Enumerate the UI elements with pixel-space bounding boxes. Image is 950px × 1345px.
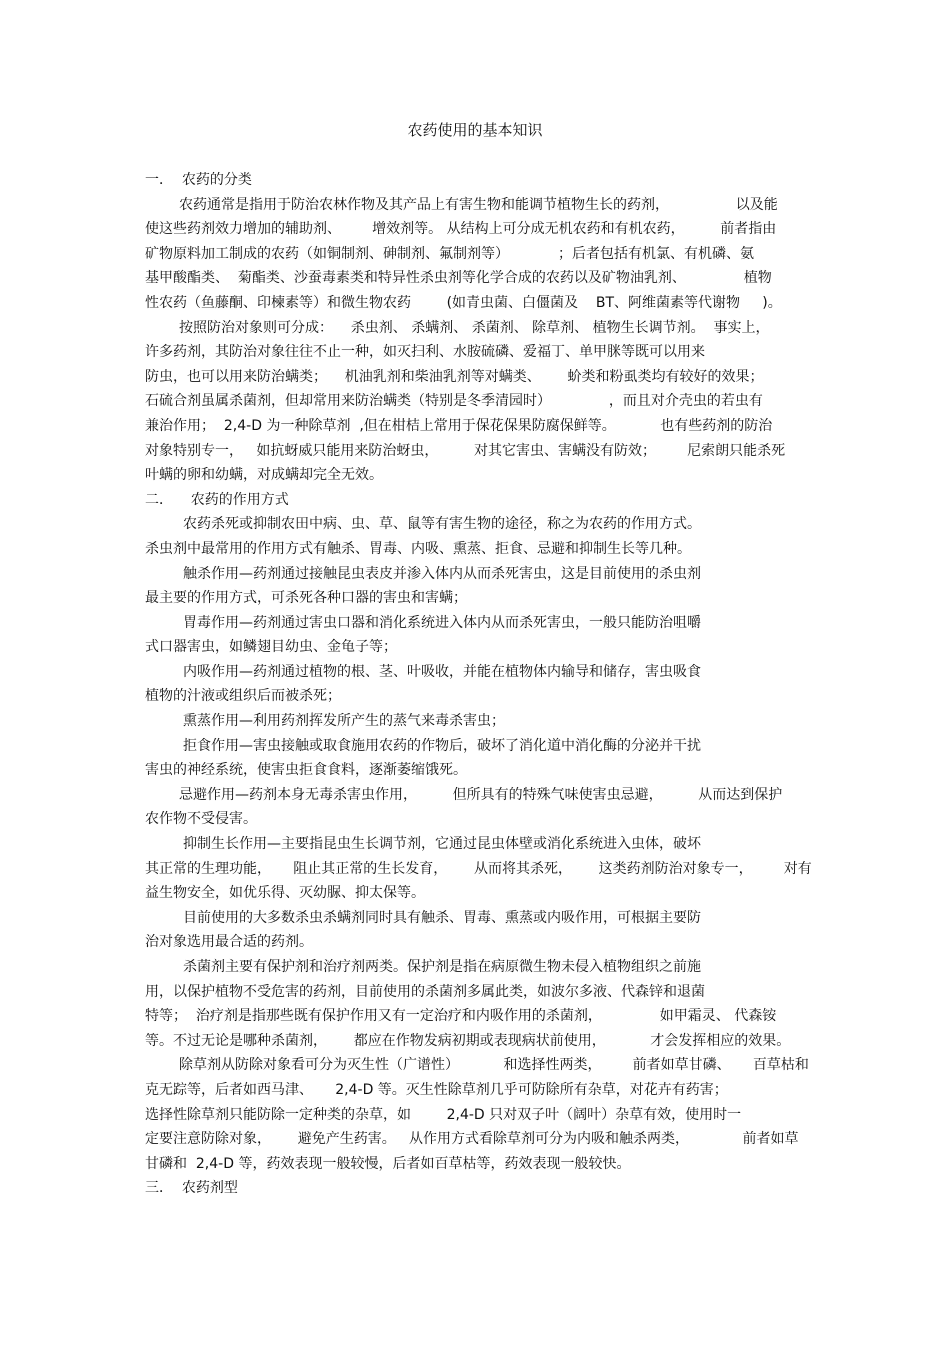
section-heading: 三． 农药剂型 (145, 1180, 238, 1197)
paragraph-line: 农药杀死或抑制农田中病、虫、草、鼠等有害生物的途径，称之为农药的作用方式。 (183, 516, 701, 533)
paragraph-line: 拒食作用—害虫接触或取食施用农药的作物后，破坏了消化道中消化酶的分泌并干扰 (183, 737, 701, 754)
section-heading: 二． 农药的作用方式 (145, 491, 289, 508)
paragraph-line: 甘磷和 2,4-D 等，药效表现一般较慢，后者如百草枯等，药效表现一般较快。 (145, 1155, 631, 1172)
paragraph-line: 除草剂从防除对象看可分为灭生性（广谱性） 和选择性两类， 前者如草甘磷、 百草枯和 (179, 1057, 809, 1074)
paragraph-line: 按照防治对象则可分成： 杀虫剂、 杀螨剂、 杀菌剂、 除草剂、 植物生长调节剂。 事实上， (179, 319, 770, 336)
paragraph-line: 目前使用的大多数杀虫杀螨剂同时具有触杀、胃毒、熏蒸或内吸作用，可根据主要防 (183, 909, 701, 926)
document-body (145, 168, 815, 1201)
paragraph-line: 使这些药剂效力增加的辅助剂、 增效剂等。 从结构上可分成无机农药和有机农药， 前者指由 (145, 221, 777, 238)
paragraph-line: 定要注意防除对象， 避免产生药害。 从作用方式看除草剂可分为内吸和触杀两类， 前者如草 (145, 1131, 799, 1148)
paragraph-line: 胃毒作用—药剂通过害虫口器和消化系统进入体内从而杀死害虫，一般只能防治咀嚼 (183, 614, 701, 631)
paragraph-line: 杀菌剂主要有保护剂和治疗剂两类。保护剂是指在病原微生物未侵入植物组织之前施 (183, 959, 701, 975)
paragraph-line: 防虫，也可以用来防治螨类； 机油乳剂和柴油乳剂等对螨类、 蚧类和粉虱类均有较好的效果； (145, 368, 764, 385)
section-heading: 一． 农药的分类 (145, 172, 252, 188)
paragraph-line: 最主要的作用方式，可杀死各种口器的害虫和害螨； (145, 590, 467, 607)
paragraph-line: 许多药剂，其防治对象往往不止一种，如灭扫利、水胺硫磷、爱福丁、单甲脒等既可以用来 (145, 344, 705, 361)
paragraph-line: 特等； 治疗剂是指那些既有保护作用又有一定治疗和内吸作用的杀菌剂， 如甲霜灵、 代森铵 (145, 1008, 777, 1025)
paragraph-line: 害虫的神经系统，使害虫拒食食料，逐渐萎缩饿死。 (145, 762, 467, 779)
paragraph-line: 触杀作用—药剂通过接触昆虫表皮并渗入体内从而杀死害虫，这是目前使用的杀虫剂 (183, 565, 701, 582)
paragraph-line: 熏蒸作用—利用药剂挥发所产生的蒸气来毒杀害虫； (183, 713, 505, 730)
paragraph-line: 农作物不受侵害。 (145, 811, 257, 828)
paragraph-line: 益生物安全，如优乐得、灭幼脲、抑太保等。 (145, 885, 425, 902)
paragraph-line: 用，以保护植物不受危害的药剂，目前使用的杀菌剂多属此类，如波尔多液、代森锌和退菌 (145, 983, 705, 1000)
paragraph-line: 式口器害虫，如鳞翅目幼虫、金龟子等； (145, 639, 397, 656)
paragraph-line: 抑制生长作用—主要指昆虫生长调节剂，它通过昆虫体壁或消化系统进入虫体，破坏 (183, 836, 701, 853)
document-title: 农药使用的基本知识 (407, 121, 543, 139)
paragraph-line: 选择性除草剂只能防除一定种类的杂草，如 2,4-D 只对双子叶（阔叶）杂草有效，使用时一 (145, 1106, 742, 1123)
paragraph-line: 忌避作用—药剂本身无毒杀害虫作用， 但所具有的特殊气味使害虫忌避， 从而达到保护 (179, 786, 783, 803)
paragraph-line: 石硫合剂虽属杀菌剂，但却常用来防治螨类（特别是冬季清园时） ，而且对介壳虫的若虫有 (145, 393, 763, 410)
paragraph-line: 内吸作用—药剂通过植物的根、茎、叶吸收，并能在植物体内输导和储存，害虫吸食 (183, 663, 701, 680)
paragraph-line: 农药通常是指用于防治农林作物及其产品上有害生物和能调节植物生长的药剂， 以及能 (179, 196, 778, 213)
paragraph-line: 对象特别专一， 如抗蚜威只能用来防治蚜虫， 对其它害虫、害螨没有防效； 尼索朗只能杀死 (145, 442, 786, 459)
paragraph-line: 叶螨的卵和幼螨，对成螨却完全无效。 (145, 467, 383, 484)
paragraph-line: 杀虫剂中最常用的作用方式有触杀、胃毒、内吸、熏蒸、拒食、忌避和抑制生长等几种。 (145, 540, 691, 557)
paragraph-line: 等。不过无论是哪种杀菌剂， 都应在作物发病初期或表现病状前使用， 才会发挥相应的效果。 (145, 1032, 791, 1049)
paragraph-line: 矿物原料加工制成的农药（如铜制剂、砷制剂、氟制剂等） ；后者包括有机氯、有机磷、氨 (145, 245, 754, 262)
paragraph-line: 兼治作用； 2,4-D 为一种除草剂 ,但在柑桔上常用于保花保果防腐保鲜等。 也有些药剂的防治 (145, 417, 773, 434)
paragraph-line: 性农药（鱼藤酮、印楝素等）和微生物农药 (如青虫菌、白僵菌及 BT、阿维菌素等代谢物 )。 (145, 294, 782, 311)
paragraph-line: 植物的汁液或组织后而被杀死； (145, 688, 341, 705)
paragraph-line: 克无踪等，后者如西马津、 2,4-D 等。灭生性除草剂几乎可防除所有杂草，对花卉有药害； (145, 1081, 728, 1098)
paragraph-line: 治对象选用最合适的药剂。 (145, 934, 313, 951)
paragraph-line: 基甲酸酯类、 菊酯类、沙蚕毒素类和特异性杀虫剂等化学合成的农药以及矿物油乳剂、 植物 (145, 270, 772, 287)
paragraph-line: 其正常的生理功能， 阻止其正常的生长发育， 从而将其杀死， 这类药剂防治对象专一， 对有 (145, 860, 812, 877)
